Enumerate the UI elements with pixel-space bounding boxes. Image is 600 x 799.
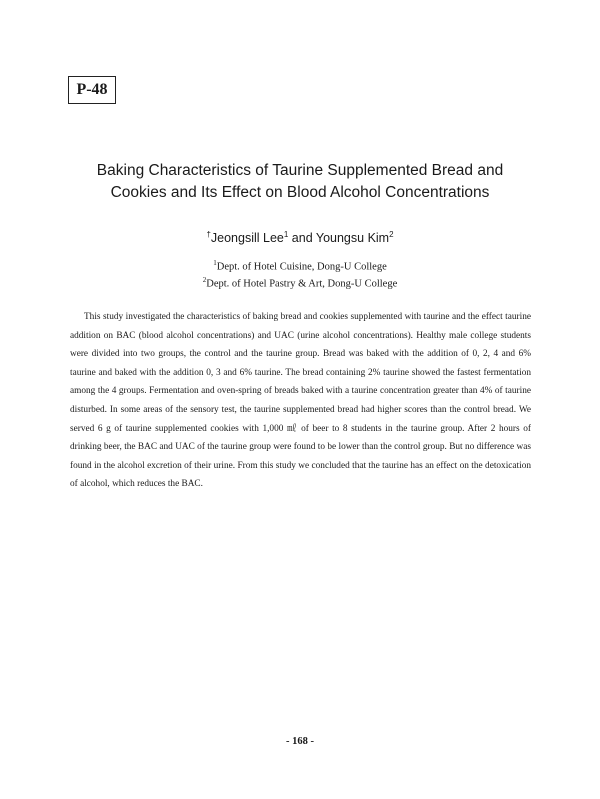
abstract-body: This study investigated the characteristics of baking bread and cookies supplemented with taurine and the effect taurine addition on BAC (blood alcohol concentrations) and UAC (urine alcohol concentrations). Healthy male college students were divided into two groups, the control and the taurine group. Bread was baked with the addition of 0, 2, 4 and 6% taurine and baked with the addition 0, 3 and 6% taurine. The bread containing 2% taurine showed the fastest fermentation among the 4 groups. Fermentation and oven-spring of breads baked with a taurine concentration greater than 4% of taurine disturbed. In some areas of the sensory test, the taurine supplemented bread had higher scores than the control bread. We served 6 g of taurine supplemented cookies with 1,000 ㎖ of beer to 8 students in the taurine group. After 2 hours of drinking beer, the BAC and UAC of the taurine group were found to be lower than the control group. But no difference was found in the alcohol excretion of their urine. From this study we concluded that the taurine has an effect on the detoxication of alcohol, which reduces the BAC. <box>70 312 531 490</box>
author-1-affil-mark: 1 <box>283 230 289 239</box>
title-line-1: Baking Characteristics of Taurine Supplemented Bread and <box>96 162 504 179</box>
affiliation-1 <box>40 257 560 274</box>
affiliation-1-mark: 1 <box>213 259 217 267</box>
author-conjunction: and <box>288 231 316 246</box>
author-2: Youngsu Kim <box>315 231 390 246</box>
affiliation-2 <box>40 274 560 291</box>
affiliation-2-text: Dept. of Hotel Pastry & Art, Dong-U College <box>206 278 398 290</box>
paper-title <box>40 160 560 204</box>
poster-id-box <box>68 76 116 104</box>
corresponding-dagger: † <box>206 230 211 239</box>
affiliation-2-mark: 2 <box>202 276 207 284</box>
title-line-2: Cookies and Its Effect on Blood Alcohol Concentrations <box>110 184 490 201</box>
affiliations <box>40 257 560 291</box>
author-2-affil-mark: 2 <box>389 230 394 239</box>
author-list <box>40 230 560 245</box>
author-1: Jeongsill Lee <box>210 231 284 246</box>
page-number: - 168 - <box>286 736 314 747</box>
poster-id: P-48 <box>76 81 108 98</box>
affiliation-1-text: Dept. of Hotel Cuisine, Dong-U College <box>216 261 387 273</box>
